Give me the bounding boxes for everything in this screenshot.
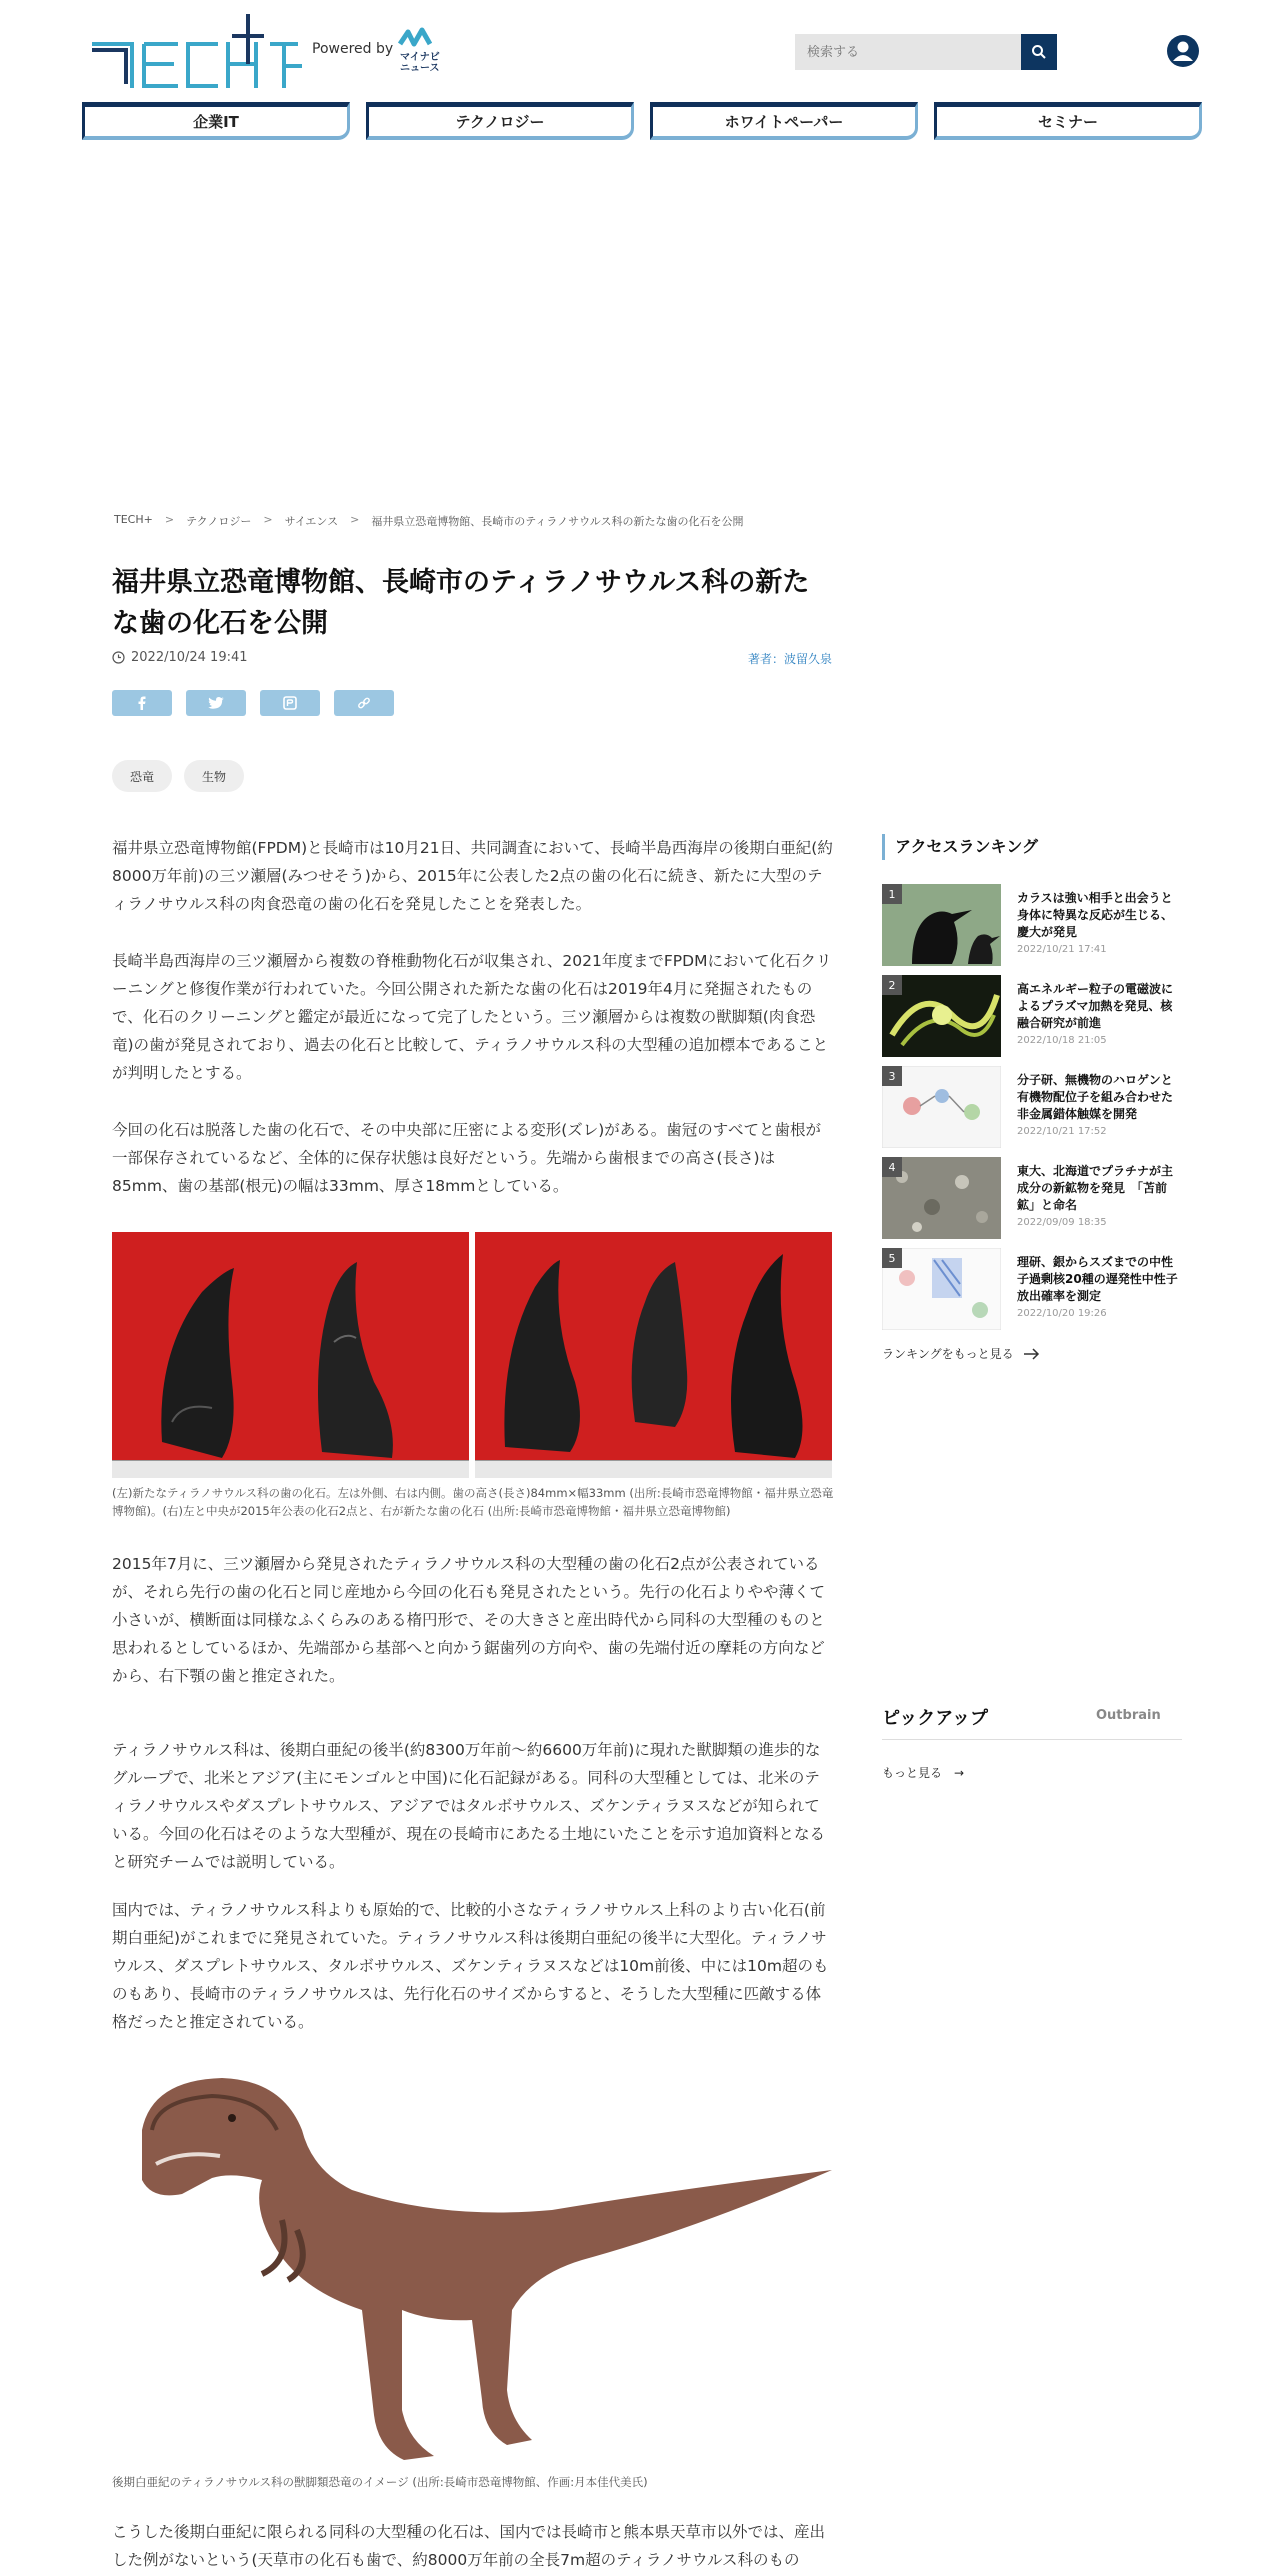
- tag-dinosaur[interactable]: 恐竜: [112, 760, 172, 792]
- search-icon: [1031, 44, 1047, 60]
- share-facebook-button[interactable]: [112, 690, 172, 716]
- ranking-title: 東大、北海道でプラチナが主成分の新鉱物を発見 「苫前鉱」と命名: [1017, 1164, 1174, 1212]
- tooth-fossil-illustration: [112, 1232, 469, 1478]
- ranking-number: 3: [882, 1066, 902, 1086]
- ranking-number: 4: [882, 1157, 902, 1177]
- article-title: 福井県立恐竜博物館、長崎市のティラノサウルス科の新たな歯の化石を公開: [112, 567, 810, 639]
- breadcrumb-home[interactable]: TECH+: [114, 513, 153, 526]
- ranking-date: 2022/10/18 21:05: [1017, 1035, 1107, 1046]
- search-box: [795, 34, 1057, 70]
- mynavi-mark-icon: [398, 26, 432, 52]
- pickup-heading: ピックアップ: [882, 1704, 1182, 1740]
- search-button[interactable]: [1021, 34, 1057, 70]
- article-paragraph: 国内では、ティラノサウルス科よりも原始的で、比較的小さなティラノサウルス上科のより古い化石(前期白亜紀)がこれまでに発見されていた。ティラノサウルス科は後期白亜紀の後半に大型化。ティラノサウルス、ダスプレトサウルス、タルボサウルス、ズケンティラヌスなどは10m前後、中には10m超のものもあり、長崎市のティラノサウルスは、先行化石のサイズからすると、そうした大型種に匹敵する体格だったと推定されている。: [112, 1901, 829, 2031]
- mynavi-name: マイナビ: [400, 52, 440, 63]
- tyrannosaurus-illustration[interactable]: [112, 2060, 832, 2464]
- facebook-icon: [137, 696, 147, 710]
- image-caption: (左)新たなティラノサウルス科の歯の化石。左は外側、右は内側。歯の高さ(長さ)84mm×幅33mm (出所:長崎市恐竜博物館・福井県立恐竜博物館)。(右)左と中央が2015年公表の化石2点と、右が新たな歯の化石 (出所:長崎市恐竜博物館・福井県立恐竜博物館): [112, 1486, 834, 1518]
- link-icon: [357, 696, 371, 710]
- mynavi-sub: ニュース: [400, 63, 440, 74]
- ranking-title: 高エネルギー粒子の電磁波によるプラズマ加熱を発見、核融合研究が前進: [1017, 982, 1174, 1030]
- nav-item-whitepaper[interactable]: ホワイトペーパー: [650, 102, 918, 140]
- article-paragraph: こうした後期白亜紀に限られる同科の大型種の化石は、国内では長崎市と熊本県天草市以外では、産出した例がないという(天草市の化石も歯で、約8000万年前の全長7m超のティラノサウルス科のもの: [112, 2523, 826, 2568]
- ranking-item[interactable]: [882, 1248, 1182, 1330]
- arrow-right-icon: [1024, 1348, 1040, 1360]
- ranking-date: 2022/10/20 19:26: [1017, 1308, 1107, 1319]
- clock-icon: [112, 651, 125, 664]
- ranking-title: 理研、銀からスズまでの中性子過剰核20種の遅発性中性子放出確率を測定: [1017, 1255, 1178, 1303]
- breadcrumb-technology[interactable]: テクノロジー: [186, 515, 252, 528]
- article-paragraph: 今回の化石は脱落した歯の化石で、その中央部に圧密による変形(ズレ)がある。歯冠のすべてと歯根が一部保存されているなど、全体的に保存状態は良好だという。先端から歯根までの高さ(長さ)は85mm、歯の基部(根元)の幅は33mm、厚さ18mmとしている。: [112, 1121, 821, 1195]
- ranking-date: 2022/09/09 18:35: [1017, 1217, 1107, 1228]
- tooth-fossil-photos[interactable]: [112, 1232, 832, 1478]
- ranking-heading: アクセスランキング: [882, 834, 1182, 860]
- article-date-text: 2022/10/24 19:41: [131, 650, 248, 665]
- image-caption: 後期白亜紀のティラノサウルス科の獣脚類恐竜のイメージ (出所:長崎市恐竜博物館、作画:月本佳代美氏): [112, 2475, 648, 2489]
- ranking-number: 5: [882, 1248, 902, 1268]
- ranking-date: 2022/10/21 17:52: [1017, 1126, 1107, 1137]
- breadcrumb-separator: >: [164, 513, 175, 526]
- article-author[interactable]: 著者：波留久泉: [747, 652, 832, 666]
- nav-item-technology[interactable]: テクノロジー: [366, 102, 634, 140]
- ranking-item[interactable]: [882, 1066, 1182, 1148]
- global-nav: [82, 102, 1202, 140]
- breadcrumb: [114, 513, 743, 529]
- new-tooth-photo: [112, 1232, 469, 1478]
- scale-ruler: [112, 1460, 469, 1478]
- teeth-comparison-illustration: [475, 1232, 832, 1478]
- tech-plus-logo[interactable]: [92, 14, 302, 90]
- pickup-more-link[interactable]: もっと見る →: [882, 1766, 965, 1780]
- scale-ruler: [475, 1460, 832, 1478]
- breadcrumb-separator: >: [350, 513, 360, 526]
- article-paragraph: 2015年7月に、三ツ瀬層から発見されたティラノサウルス科の大型種の歯の化石2点が公表されているが、それら先行の歯の化石と同じ産地から今回の化石も発見されたという。先行の化石よりやや薄くて小さいが、横断面は同様なふくらみのある楕円形で、その大きさと産出時代から同科の大型種のものと思われるとしているほか、先端部から基部へと向かう鋸歯列の方向や、歯の先端付近の摩耗の方向などから、右下顎の歯と推定された。: [112, 1555, 826, 1685]
- ranking-date: 2022/10/21 17:41: [1017, 944, 1107, 955]
- share-buttons: [112, 690, 394, 716]
- ranking-number: 1: [882, 884, 902, 904]
- article-paragraph: ティラノサウルス科は、後期白亜紀の後半(約8300万年前～約6600万年前)に現れた獣脚類の進歩的なグループで、北米とアジア(主にモンゴルと中国)に化石記録がある。同科の大型種としては、北米のティラノサウルスやダスプレトサウルス、アジアではタルボサウルス、ズケンティラヌスなどが知られている。今回の化石はそのような大型種が、現在の長崎市にあたる土地にいたことを示す追加資料となると研究チームでは説明している。: [112, 1741, 826, 1871]
- user-account-icon[interactable]: [1166, 34, 1200, 68]
- breadcrumb-science[interactable]: サイエンス: [284, 515, 339, 528]
- ranking-more-link[interactable]: [882, 1345, 1040, 1362]
- article-paragraph: 長崎半島西海岸の三ツ瀬層から複数の脊椎動物化石が収集され、2021年度までFPDMにおいて化石クリーニングと修復作業が行われていた。今回公開された新たな歯の化石は2019年4月に発掘されたもので、化石のクリーニングと鑑定が最近になって完了したという。三ツ瀬層からは複数の獣脚類(肉食恐竜)の歯が発見されており、過去の化石と比較して、ティラノサウルス科の大型種の追加標本であることが判明したとする。: [112, 952, 832, 1082]
- ranking-more-label: ランキングをもっと見る: [882, 1347, 1014, 1361]
- hatena-bookmark-icon: [283, 696, 297, 710]
- breadcrumb-separator: >: [263, 513, 273, 526]
- mynavi-news-logo[interactable]: [398, 26, 448, 76]
- outbrain-label[interactable]: Outbrain: [1096, 1708, 1161, 1723]
- tag-biology[interactable]: 生物: [184, 760, 244, 792]
- ranking-item[interactable]: [882, 975, 1182, 1057]
- search-input[interactable]: [795, 34, 1021, 70]
- twitter-icon: [208, 697, 224, 710]
- powered-by-label: Powered by: [312, 41, 394, 57]
- nav-item-seminar[interactable]: セミナー: [934, 102, 1202, 140]
- ranking-title: カラスは強い相手と出会うと身体に特異な反応が生じる、慶大が発見: [1017, 891, 1174, 939]
- ranking-number: 2: [882, 975, 902, 995]
- article-date: [112, 650, 248, 665]
- article-paragraph: 福井県立恐竜博物館(FPDM)と長崎市は10月21日、共同調査において、長崎半島西海岸の後期白亜紀(約8000万年前)の三ツ瀬層(みつせそう)から、2015年に公表した2点の歯の化石に続き、新たに大型のティラノサウルス科の肉食恐竜の歯の化石を発見したことを発表した。: [112, 839, 833, 913]
- breadcrumb-current: 福井県立恐竜博物館、長崎市のティラノサウルス科の新たな歯の化石を公開: [371, 515, 744, 528]
- ranking-item[interactable]: [882, 884, 1182, 966]
- share-twitter-button[interactable]: [186, 690, 246, 716]
- share-hatena-button[interactable]: [260, 690, 320, 716]
- comparison-teeth-photo: [475, 1232, 832, 1478]
- share-copy-link-button[interactable]: [334, 690, 394, 716]
- nav-item-enterprise-it[interactable]: 企業IT: [82, 102, 350, 140]
- ranking-item[interactable]: [882, 1157, 1182, 1239]
- ranking-title: 分子研、無機物のハロゲンと有機物配位子を組み合わせた非金属錯体触媒を開発: [1017, 1073, 1174, 1121]
- article-tags: [112, 760, 244, 792]
